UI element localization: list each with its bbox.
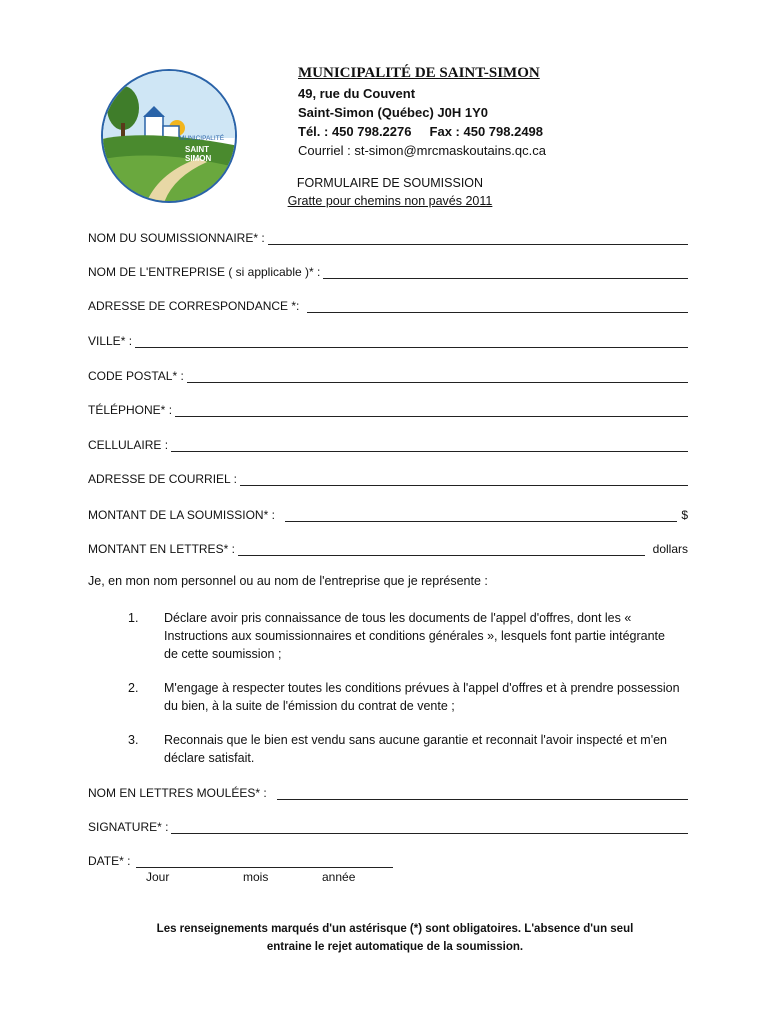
field-label: CELLULAIRE : (88, 438, 169, 452)
field-label: VILLE* : (88, 334, 133, 348)
fill-line[interactable] (277, 788, 688, 800)
city-address: Saint-Simon (Québec) J0H 1Y0 (298, 105, 488, 120)
field-label: MONTANT EN LETTRES* : (88, 542, 235, 556)
field-adresse[interactable] (88, 297, 688, 313)
field-ville[interactable] (88, 332, 688, 348)
street-address: 49, rue du Couvent (298, 86, 416, 101)
field-montant-lettres[interactable] (88, 540, 688, 556)
item-text: M'engage à respecter toutes les conditions prévues à l'appel d'offres et à prendre possession du bien, à la suite de l'émission du contrat de vente ; (164, 681, 680, 713)
fill-line[interactable] (175, 405, 688, 417)
note-line-2: entraine le rejet automatique de la soumission. (266, 941, 524, 953)
item-number: 1. (128, 611, 139, 625)
field-label: DATE* : (88, 854, 131, 868)
item-number: 3. (128, 733, 139, 747)
municipality-name: MUNICIPALITÉ DE SAINT-SIMON (298, 65, 540, 81)
item-text: Reconnais que le bien est vendu sans aucune garantie et reconnait l'avoir inspecté et m'en déclare satisfait. (164, 733, 668, 765)
field-code-postal[interactable] (88, 367, 688, 383)
field-nom[interactable] (88, 229, 688, 245)
mandatory-note (100, 920, 690, 956)
field-signature[interactable] (88, 818, 688, 834)
item-text: Déclare avoir pris connaissance de tous les documents de l'appel d'offres, dont les « Instructions aux soumissionnaires et conditions générales », lesquels font partie intégrante de cette soumission ; (164, 611, 665, 661)
field-label: ADRESSE DE CORRESPONDANCE *: (88, 299, 300, 313)
item-number: 2. (128, 681, 139, 695)
declaration-intro: Je, en mon nom personnel ou au nom de l'entreprise que je représente : (88, 574, 488, 588)
fill-line[interactable] (323, 267, 688, 279)
date-day-label: Jour (146, 870, 170, 884)
date-year-label: année (322, 870, 356, 884)
field-label: CODE POSTAL* : (88, 369, 184, 383)
date-month-label: mois (243, 870, 269, 884)
logo-text-top: MUNICIPALITÉ (179, 135, 225, 142)
field-cellulaire[interactable] (88, 436, 688, 452)
field-label: SIGNATURE* : (88, 820, 169, 834)
form-subtitle: Gratte pour chemins non pavés 2011 (287, 194, 493, 208)
field-courriel[interactable] (88, 470, 688, 486)
fill-line[interactable] (136, 856, 393, 868)
field-date[interactable] (88, 852, 393, 868)
field-label: ADRESSE DE COURRIEL : (88, 472, 237, 486)
field-montant[interactable] (88, 506, 688, 522)
email-address: Courriel : st-simon@mrcmaskoutains.qc.ca (298, 143, 546, 158)
form-title: FORMULAIRE DE SOUMISSION (296, 176, 484, 190)
fill-line[interactable] (240, 474, 688, 486)
fill-line[interactable] (307, 301, 688, 313)
fill-line[interactable] (171, 822, 688, 834)
dollar-sign: $ (681, 508, 688, 522)
logo-text-saint: SAINT (185, 145, 209, 154)
field-label: NOM DE L'ENTREPRISE ( si applicable )* : (88, 265, 321, 279)
fill-line[interactable] (135, 336, 688, 348)
field-label: NOM DU SOUMISSIONNAIRE* : (88, 231, 265, 245)
field-telephone[interactable] (88, 401, 688, 417)
fill-line[interactable] (171, 440, 688, 452)
field-label: MONTANT DE LA SOUMISSION* : (88, 508, 275, 522)
field-nom-moulees[interactable] (88, 784, 688, 800)
phone-fax: Tél. : 450 798.2276 Fax : 450 798.2498 (298, 124, 544, 139)
fill-line[interactable] (187, 371, 688, 383)
fill-line[interactable] (285, 510, 677, 522)
note-line-1: Les renseignements marqués d'un astérisque (*) sont obligatoires. L'absence d'un seul (156, 923, 634, 935)
field-entreprise[interactable] (88, 263, 688, 279)
fill-line[interactable] (238, 544, 645, 556)
dollars-label: dollars (652, 542, 688, 556)
field-label: TÉLÉPHONE* : (88, 403, 173, 417)
field-label: NOM EN LETTRES MOULÉES* : (88, 786, 267, 800)
logo-text-simon: SIMON (185, 154, 212, 163)
letterhead (298, 64, 546, 160)
fill-line[interactable] (268, 233, 688, 245)
